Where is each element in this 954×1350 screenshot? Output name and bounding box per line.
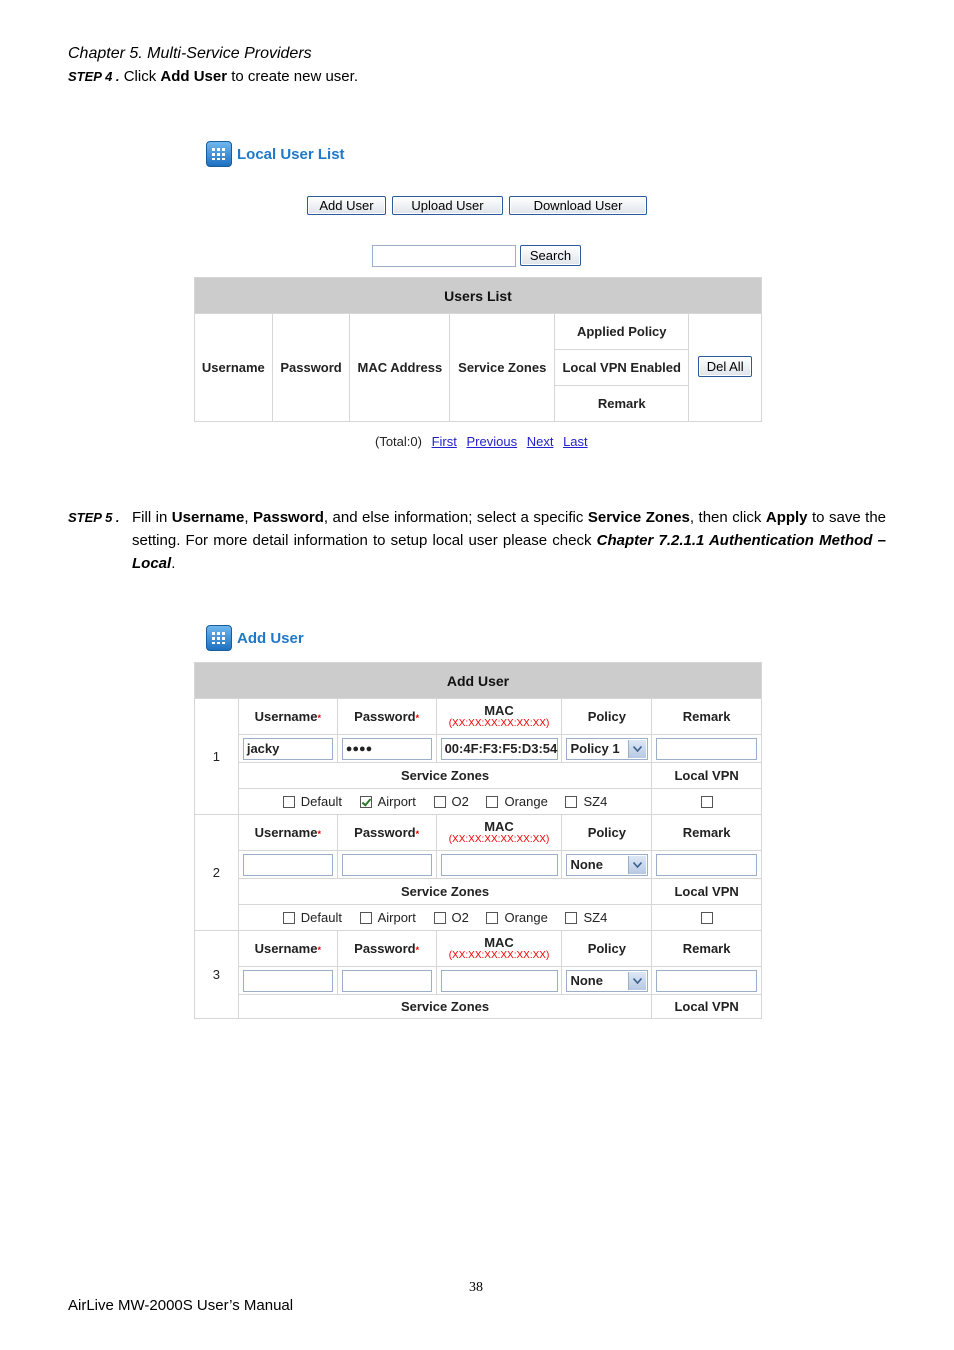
chevron-down-icon (628, 856, 646, 874)
step4-bold: Add User (160, 68, 228, 85)
step5-t1: Fill in (132, 509, 172, 526)
step5-b2: Password (253, 509, 324, 526)
mac-input[interactable] (441, 854, 558, 876)
col-password: Password (272, 314, 350, 422)
password-cell (337, 967, 436, 995)
step4-text (68, 68, 358, 85)
zone-o2[interactable]: O2 (434, 794, 469, 809)
mac-input[interactable]: 00:4F:F3:F5:D3:54 (441, 738, 558, 760)
step5-b5: Chapter 7.2.1.1 Authentication Method – Local (132, 532, 886, 572)
search-input[interactable] (372, 245, 516, 267)
password-cell (337, 851, 436, 879)
password-input[interactable]: ●●●● (342, 738, 432, 760)
col-password: Password* (337, 815, 436, 851)
col-mac-address: MAC Address (350, 314, 450, 422)
download-user-button[interactable]: Download User (509, 196, 647, 215)
checkbox[interactable] (486, 912, 498, 924)
step5-t6: . (171, 555, 176, 572)
list-icon (206, 625, 232, 651)
users-list-table (194, 277, 762, 422)
username-input[interactable] (243, 854, 333, 876)
previous-link[interactable]: Previous (466, 434, 518, 449)
remark-input[interactable] (656, 854, 757, 876)
zone-o2[interactable]: O2 (434, 910, 469, 925)
zone-airport[interactable]: Airport (360, 794, 416, 809)
checkbox[interactable] (434, 912, 446, 924)
checkbox[interactable] (283, 912, 295, 924)
page-number: 38 (469, 1280, 483, 1295)
mac-cell (436, 967, 562, 995)
checkbox[interactable] (283, 796, 295, 808)
step5-t2: , (244, 509, 253, 526)
first-link[interactable]: First (431, 434, 457, 449)
zone-orange[interactable]: Orange (486, 794, 547, 809)
col-policy: Policy (562, 815, 652, 851)
add-user-heading (206, 625, 304, 651)
password-input[interactable] (342, 854, 432, 876)
col-username: Username* (238, 815, 337, 851)
add-user-table (194, 662, 762, 1019)
chevron-down-icon (628, 740, 646, 758)
del-all-button[interactable]: Del All (698, 356, 752, 377)
mac-cell (436, 851, 562, 879)
step5-label: STEP 5 . (68, 510, 120, 525)
checkbox[interactable] (565, 796, 577, 808)
username-cell (238, 735, 337, 763)
password-input[interactable] (342, 970, 432, 992)
total-count: (Total:0) (375, 434, 422, 449)
policy-select[interactable]: Policy 1 (566, 738, 648, 760)
step5-t3: , and else information; select a specific (323, 509, 588, 526)
username-cell (238, 851, 337, 879)
step5-b4: Apply (765, 509, 808, 526)
col-policy: Policy (562, 699, 652, 735)
zone-default[interactable]: Default (283, 794, 342, 809)
username-input[interactable]: jacky (243, 738, 333, 760)
policy-cell (562, 967, 652, 995)
del-all-cell (689, 314, 762, 422)
step4-label: STEP 4 . (68, 69, 120, 84)
users-list-title: Users List (195, 278, 762, 314)
remark-cell (652, 735, 762, 763)
mac-cell (436, 735, 562, 763)
zone-airport[interactable]: Airport (360, 910, 416, 925)
zone-sz4[interactable]: SZ4 (565, 794, 607, 809)
col-service-zones: Service Zones (450, 314, 555, 422)
col-remark: Remark (555, 386, 689, 422)
add-user-table-title: Add User (195, 663, 762, 699)
service-zones-label: Service Zones (238, 763, 651, 789)
local-vpn-cell (652, 905, 762, 931)
col-remark: Remark (652, 815, 762, 851)
upload-user-button[interactable]: Upload User (392, 196, 503, 215)
remark-input[interactable] (656, 738, 757, 760)
list-icon (206, 141, 232, 167)
local-vpn-label: Local VPN (652, 995, 762, 1019)
row-number: 3 (195, 931, 239, 1019)
col-policy: Policy (562, 931, 652, 967)
local-vpn-label: Local VPN (652, 763, 762, 789)
checkbox[interactable] (360, 796, 372, 808)
col-password: Password* (337, 699, 436, 735)
zone-default[interactable]: Default (283, 910, 342, 925)
remark-input[interactable] (656, 970, 757, 992)
pager (375, 434, 588, 449)
row-number: 1 (195, 699, 239, 815)
local-user-list-heading (206, 141, 345, 167)
checkbox[interactable] (565, 912, 577, 924)
last-link[interactable]: Last (563, 434, 588, 449)
mac-input[interactable] (441, 970, 558, 992)
next-link[interactable]: Next (526, 434, 554, 449)
password-cell (337, 735, 436, 763)
col-remark: Remark (652, 699, 762, 735)
local-vpn-cell (652, 789, 762, 815)
checkbox[interactable] (486, 796, 498, 808)
col-username: Username* (238, 699, 337, 735)
step4-post: to create new user. (227, 68, 358, 85)
local-vpn-checkbox[interactable] (701, 796, 713, 808)
col-password: Password* (337, 931, 436, 967)
policy-cell (562, 851, 652, 879)
policy-cell (562, 735, 652, 763)
zone-sz4[interactable]: SZ4 (565, 910, 607, 925)
service-zones-row (238, 905, 651, 931)
step4-pre: Click (123, 68, 161, 85)
service-zones-label: Service Zones (238, 995, 651, 1019)
col-username: Username* (238, 931, 337, 967)
col-mac: MAC (XX:XX:XX:XX:XX:XX) (436, 931, 562, 967)
chapter-title: Chapter 5. Multi-Service Providers (68, 45, 312, 62)
zone-orange[interactable]: Orange (486, 910, 547, 925)
checkbox[interactable] (434, 796, 446, 808)
col-applied-policy: Applied Policy (555, 314, 689, 350)
col-remark: Remark (652, 931, 762, 967)
step5-t5: to save the setting. For more detail information to setup local user please check (132, 509, 887, 549)
service-zones-row (238, 789, 651, 815)
local-vpn-label: Local VPN (652, 879, 762, 905)
checkbox[interactable] (360, 912, 372, 924)
row-number: 2 (195, 815, 239, 931)
policy-select[interactable]: None (566, 970, 648, 992)
step5-paragraph (68, 506, 886, 575)
username-cell (238, 967, 337, 995)
step5-b1: Username (171, 509, 245, 526)
manual-title: AirLive MW-2000S User’s Manual (68, 1297, 294, 1314)
local-vpn-checkbox[interactable] (701, 912, 713, 924)
remark-cell (652, 851, 762, 879)
col-username: Username (195, 314, 273, 422)
chevron-down-icon (628, 972, 646, 990)
col-mac: MAC (XX:XX:XX:XX:XX:XX) (436, 815, 562, 851)
username-input[interactable] (243, 970, 333, 992)
search-button[interactable]: Search (520, 245, 581, 266)
step5-t4: , then click (689, 509, 766, 526)
step5-b3: Service Zones (587, 509, 690, 526)
add-user-title: Add User (237, 629, 304, 647)
service-zones-label: Service Zones (238, 879, 651, 905)
local-user-list-title: Local User List (237, 145, 345, 163)
add-user-button[interactable]: Add User (307, 196, 386, 215)
policy-select[interactable]: None (566, 854, 648, 876)
remark-cell (652, 967, 762, 995)
col-local-vpn-enabled: Local VPN Enabled (555, 350, 689, 386)
col-mac: MAC (XX:XX:XX:XX:XX:XX) (436, 699, 562, 735)
